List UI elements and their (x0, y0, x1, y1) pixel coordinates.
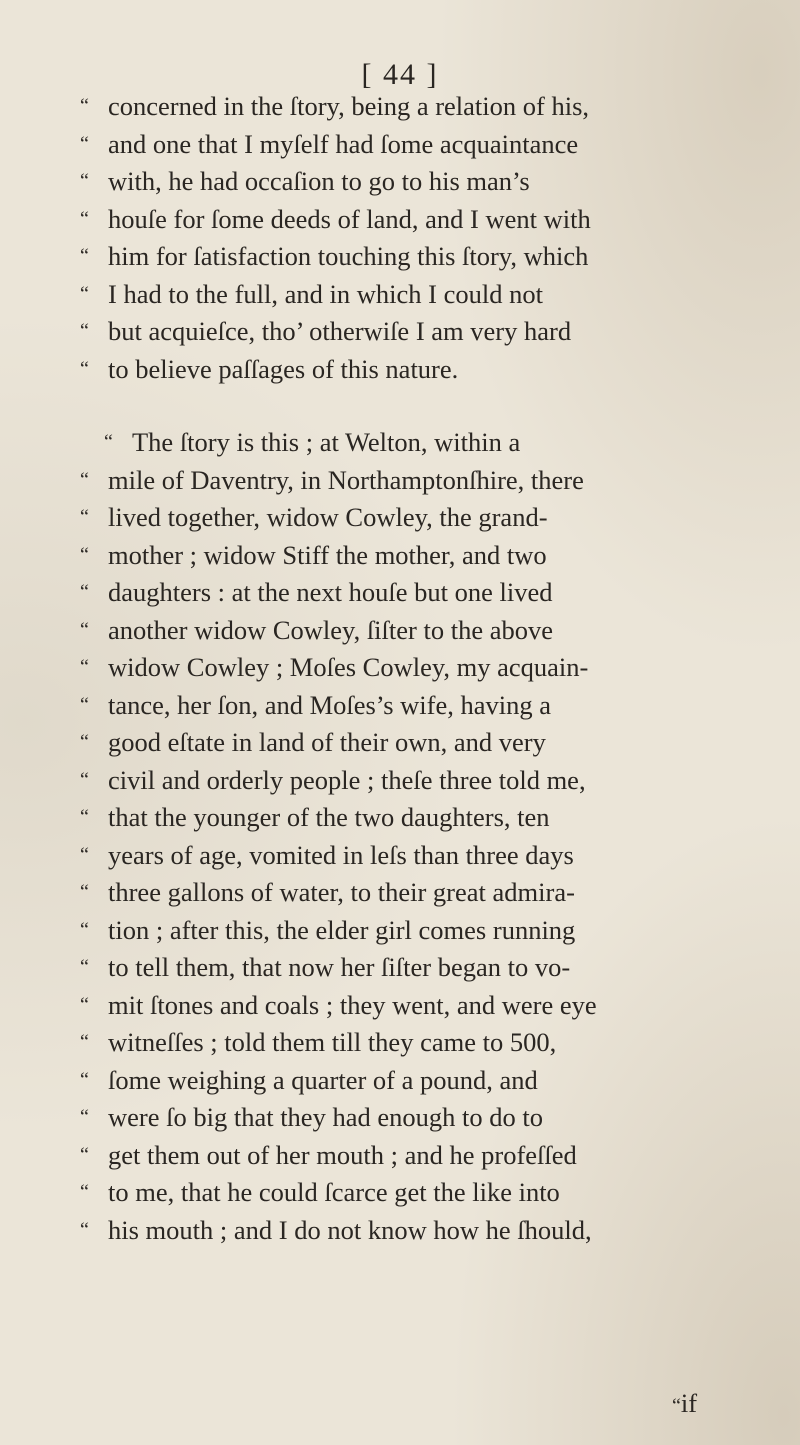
quote-mark: “ (80, 881, 89, 903)
text-line: “ The ſtory is this ; at Welton, within a (80, 424, 780, 462)
text-line: “ another widow Cowley, ſiſter to the above (80, 612, 780, 650)
quote-mark: “ (80, 132, 89, 155)
text-line: “ his mouth ; and I do not know how he ſhould, (80, 1212, 780, 1250)
text-line: “ ſome weighing a quarter of a pound, and (80, 1062, 780, 1100)
text-line: “ mother ; widow Stiff the mother, and two (80, 537, 780, 575)
quote-mark: “ (80, 543, 89, 566)
text-line: “ get them out of her mouth ; and he profeſſed (80, 1137, 780, 1175)
quote-mark: “ (80, 806, 89, 828)
quote-mark: “ (80, 693, 89, 716)
quote-mark: “ (80, 468, 89, 491)
quote-mark: “ (80, 207, 89, 230)
text-line: “ tance, her ſon, and Moſes’s wife, having a (80, 687, 780, 725)
quote-mark: “ (80, 1218, 89, 1241)
text-line: “ but acquieſce, tho’ otherwiſe I am very hard (80, 313, 780, 351)
text-line: “ mit ſtones and coals ; they went, and were eye (80, 987, 780, 1025)
quote-mark: “ (80, 95, 89, 117)
text-line: “ I had to the full, and in which I could not (80, 276, 780, 314)
quote-mark: “ (80, 768, 89, 791)
quote-mark: “ (80, 918, 89, 941)
quote-mark: “ (80, 1181, 89, 1203)
quote-mark: “ (80, 656, 89, 678)
text-line: “ daughters : at the next houſe but one lived (80, 574, 780, 612)
quote-mark: “ (80, 357, 89, 380)
quote-mark: “ (80, 1031, 89, 1053)
text-line: “ him for ſatisfaction touching this ſtory, which (80, 238, 780, 276)
text-line: “ were ſo big that they had enough to do to (80, 1099, 780, 1137)
quote-mark: “ (80, 320, 89, 342)
catchword: “if (672, 1388, 698, 1418)
page-number-header: [ 44 ] (361, 58, 439, 91)
text-line: “ to believe paſſages of this nature. (80, 351, 780, 389)
quote-mark: “ (80, 506, 89, 528)
quote-mark: “ (80, 1106, 89, 1128)
text-line: “ with, he had occaſion to go to his man’s (80, 163, 780, 201)
quote-mark: “ (80, 1068, 89, 1091)
text-line: “ good eſtate in land of their own, and very (80, 724, 780, 762)
quote-mark: “ (80, 581, 89, 603)
quote-mark: “ (80, 170, 89, 192)
text-line: “ civil and orderly people ; theſe three told me, (80, 762, 780, 800)
text-line: “ and one that I myſelf had ſome acquaintance (80, 126, 780, 164)
quote-mark: “ (80, 843, 89, 866)
text-line: “ to tell them, that now her ſiſter began to vo- (80, 949, 780, 987)
text-line: “ witneſſes ; told them till they came to 500, (80, 1024, 780, 1062)
text-line: “ concerned in the ſtory, being a relation of his, (80, 88, 780, 126)
text-line: “ lived together, widow Cowley, the grand- (80, 499, 780, 537)
text-line: “ to me, that he could ſcarce get the like into (80, 1174, 780, 1212)
text-line: “ widow Cowley ; Moſes Cowley, my acquain- (80, 649, 780, 687)
text-line: “ houſe for ſome deeds of land, and I went with (80, 201, 780, 239)
quote-mark: “ (80, 731, 89, 753)
quote-mark: “ (80, 993, 89, 1016)
quote-mark: “ (104, 431, 113, 453)
quote-mark: “ (80, 282, 89, 305)
quote-mark: “ (80, 1143, 89, 1166)
text-line: “ mile of Daventry, in Northamptonſhire, there (80, 462, 780, 500)
quote-mark: “ (80, 618, 89, 641)
body-text (80, 88, 780, 1249)
quote-mark: “ (80, 245, 89, 267)
quote-mark: “ (80, 956, 89, 978)
text-line: “ three gallons of water, to their great admira- (80, 874, 780, 912)
text-line: “ tion ; after this, the elder girl comes running (80, 912, 780, 950)
text-line: “ years of age, vomited in leſs than three days (80, 837, 780, 875)
text-line: “ that the younger of the two daughters, ten (80, 799, 780, 837)
quote-mark: “ (672, 1395, 681, 1417)
